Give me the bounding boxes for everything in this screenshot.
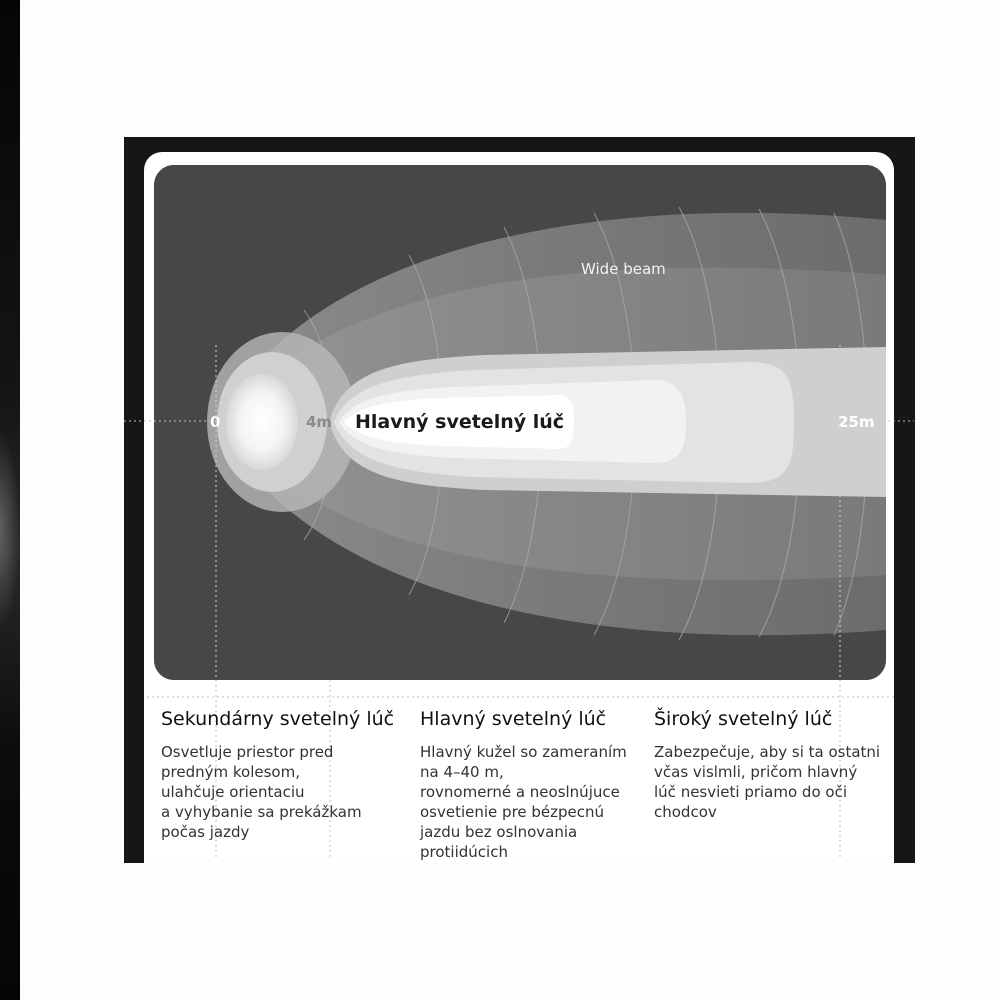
beam-diagram bbox=[154, 165, 886, 680]
distance-mark-0: 0 bbox=[210, 413, 221, 431]
secondary-beam-column bbox=[161, 708, 401, 842]
distance-mark-25m: 25m bbox=[838, 413, 875, 431]
wide-beam-label: Wide beam bbox=[581, 260, 666, 278]
wide-beam-description: Zabezpečuje, aby si ta ostatni včas vislmli, pričom hlavný lúč nesvieti priamo do oči chodcov bbox=[654, 743, 881, 821]
background-photo-strip bbox=[0, 0, 20, 1000]
secondary-beam-title: Sekundárny svetelný lúč bbox=[161, 708, 395, 730]
wide-beam-column bbox=[654, 708, 894, 822]
wide-beam-title: Široký svetelný lúč bbox=[654, 708, 833, 730]
main-beam-column bbox=[420, 708, 660, 862]
main-beam-label: Hlavný svetelný lúč bbox=[355, 411, 565, 433]
secondary-beam-inner bbox=[226, 374, 298, 470]
main-beam-description: Hlavný kužel so zameraním na 4–40 m, rovnomerné a neoslnújuce osvetienie pre bézpecnú jazdu bez oslnovania protiidúcich bbox=[420, 743, 627, 861]
secondary-beam-description: Osvetluje priestor pred predným kolesom, ulahčuje orientaciu a vyhybanie sa prekážkam počas jazdy bbox=[161, 743, 362, 841]
main-beam-title: Hlavný svetelný lúč bbox=[420, 708, 607, 730]
distance-mark-4m: 4m bbox=[306, 413, 333, 431]
